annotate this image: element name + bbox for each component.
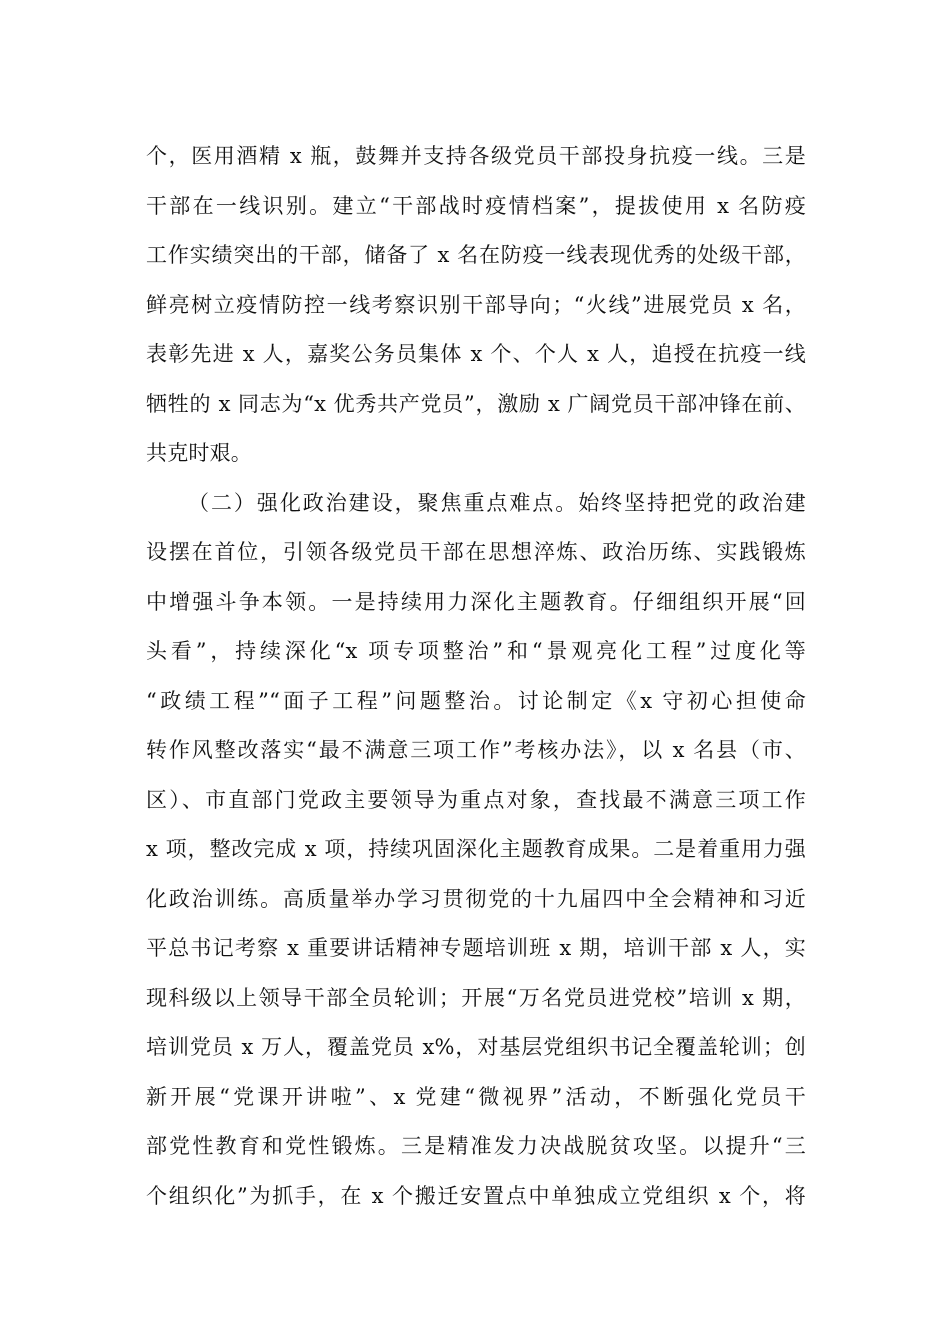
paragraph-2-line: 化政治训练。高质量举办学习贯彻党的十九届四中全会精神和习近 (146, 886, 806, 911)
paragraph-2-line: 中增强斗争本领。一是持续用力深化主题教育。仔细组织开展“回 (146, 589, 806, 614)
paragraph-2-line: 区）、市直部门党政主要领导为重点对象，查找最不满意三项工作 (146, 787, 806, 812)
paragraph-2-line: 设摆在首位，引领各级党员干部在思想淬炼、政治历练、实践锻炼 (146, 540, 806, 564)
paragraph-2-line: 头看”，持续深化“x 项专项整治”和“景观亮化工程”过度化等 (146, 639, 806, 663)
paragraph-2-line (146, 1221, 806, 1271)
paragraph-1-line: 干部在一线识别。建立“干部战时疫情档案”，提拔使用 x 名防疫 (146, 193, 806, 218)
paragraph-1-last-line: 共克时艰。 (146, 441, 252, 465)
section-heading-line: （二）强化政治建设，聚焦重点难点。始终坚持把党的政治建 (188, 490, 806, 515)
document-body (146, 132, 806, 1271)
paragraph-1-line: 工作实绩突出的干部，储备了 x 名在防疫一线表现优秀的处级干部， (146, 243, 806, 267)
paragraph-2-line: x 项，整改完成 x 项，持续巩固深化主题教育成果。二是着重用力强 (146, 837, 806, 861)
paragraph-1-line: 表彰先进 x 人，嘉奖公务员集体 x 个、个人 x 人，追授在抗疫一线 (146, 342, 806, 366)
paragraph-2-line: 培训党员 x 万人，覆盖党员 x%，对基层党组织书记全覆盖轮训；创 (146, 1035, 806, 1059)
paragraph-2-line: 转作风整改落实“最不满意三项工作”考核办法》，以 x 名县（市、 (146, 738, 806, 762)
paragraph-2-line: “政绩工程”“面子工程”问题整治。讨论制定《x 守初心担使命 (146, 688, 806, 713)
paragraph-2-line: 新开展“党课开讲啦”、x 党建“微视界”活动，不断强化党员干 (146, 1084, 806, 1109)
paragraph-1-line: 鲜亮树立疫情防控一线考察识别干部导向；“火线”进展党员 x 名， (146, 292, 806, 317)
paragraph-2-line: 部党性教育和党性锻炼。三是精准发力决战脱贫攻坚。以提升“三 (146, 1134, 806, 1158)
paragraph-1-line: 个，医用酒精 x 瓶，鼓舞并支持各级党员干部投身抗疫一线。三是 (146, 144, 806, 168)
paragraph-2-line: 个组织化”为抓手，在 x 个搬迁安置点中单独成立党组织 x 个，将 (146, 1183, 806, 1208)
paragraph-1-line: 牺牲的 x 同志为“x 优秀共产党员”，激励 x 广阔党员干部冲锋在前、 (146, 391, 806, 416)
paragraph-2-line: 现科级以上领导干部全员轮训；开展“万名党员进党校”培训 x 期， (146, 985, 806, 1010)
paragraph-2-line: 平总书记考察 x 重要讲话精神专题培训班 x 期，培训干部 x 人，实 (146, 936, 806, 960)
